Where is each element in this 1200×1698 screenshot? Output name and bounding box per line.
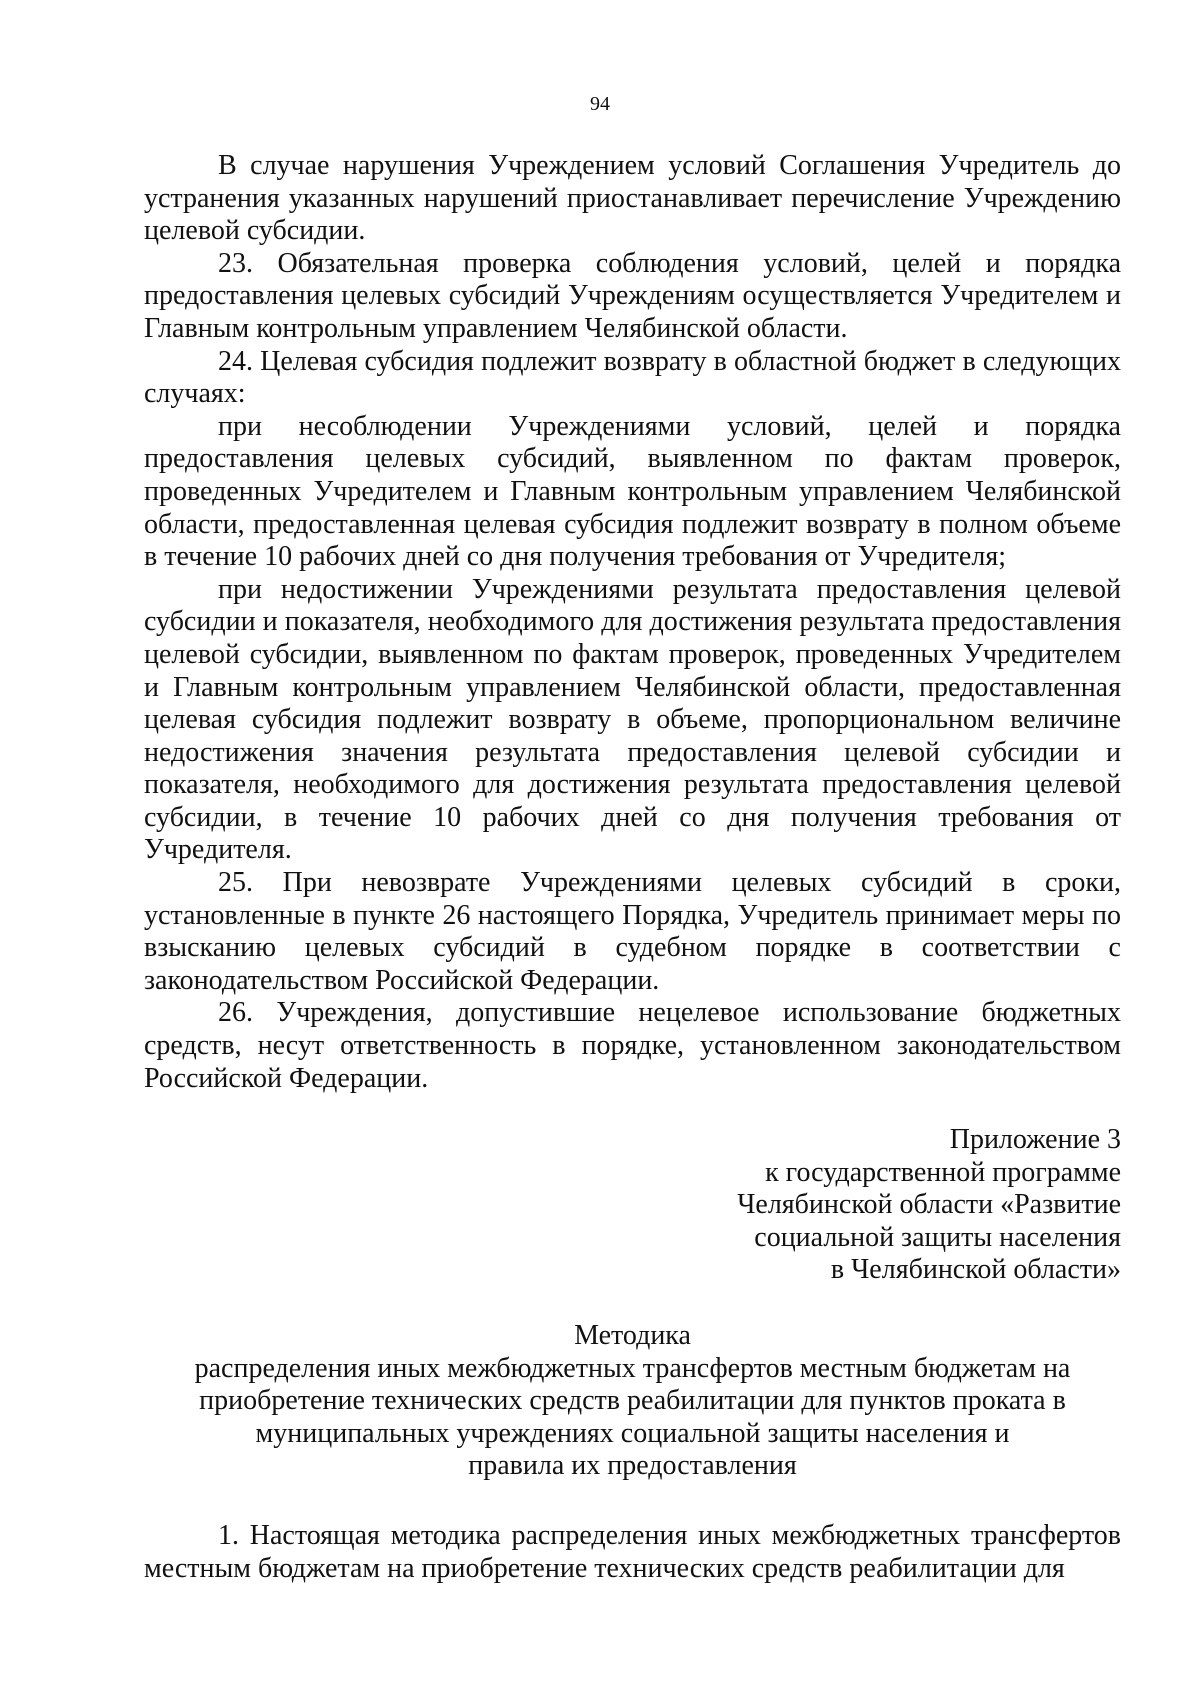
- methodology-subtitle-line: приобретение технических средств реабилитации для пунктов проката в: [199, 1385, 1066, 1417]
- methodology-subtitle-line: распределения иных межбюджетных трансфертов местным бюджетам на: [194, 1352, 1071, 1384]
- paragraph: В случае нарушения Учреждением условий Соглашения Учредитель до устранения указанных нарушений приостанавливает перечисление Учреждению целевой субсидии.: [144, 150, 1121, 247]
- paragraph: при недостижении Учреждениями результата предоставления целевой субсидии и показателя, необходимого для достижения результата предоставления целевой субсидии, выявленном по фактам проверок, проведенных Учредителем и Главным контрольным управлением Челябинской области, предоставленная целевая субсидия подлежит возврату в объеме, пропорциональном величине недостижения значения результата предоставления целевой субсидии и показателя, необходимого для достижения результата предоставления целевой субсидии, в течение 10 рабочих дней со дня получения требования от Учредителя.: [144, 573, 1121, 866]
- methodology-subtitle-line: муниципальных учреждениях социальной защиты населения и: [255, 1417, 1010, 1449]
- paragraph: 23. Обязательная проверка соблюдения условий, целей и порядка предоставления целевых субсидий Учреждениям осуществляется Учредителем и Главным контрольным управлением Челябинской области.: [144, 247, 1121, 344]
- appendix-line: в Челябинской области»: [830, 1254, 1121, 1286]
- appendix-line: социальной защиты населения: [754, 1221, 1121, 1253]
- appendix-line: Челябинской области «Развитие: [737, 1189, 1121, 1221]
- appendix-line: к государственной программе: [765, 1156, 1121, 1188]
- methodology-subtitle-line: правила их предоставления: [468, 1450, 797, 1482]
- methodology-heading: [144, 1320, 1121, 1483]
- appendix-line: Приложение 3: [949, 1124, 1121, 1155]
- appendix-header: [561, 1124, 1121, 1287]
- methodology-title: Методика: [574, 1320, 691, 1351]
- paragraph: 24. Целевая субсидия подлежит возврату в областной бюджет в следующих случаях:: [144, 345, 1121, 410]
- page-number: 94: [590, 93, 610, 115]
- paragraph: 25. При невозврате Учреждениями целевых субсидий в сроки, установленные в пункте 26 настоящего Порядка, Учредитель принимает меры по взысканию целевых субсидий в судебном порядке в соответствии с законодательством Российской Федерации.: [144, 867, 1121, 996]
- closing-section: [144, 1520, 1121, 1585]
- paragraph: 26. Учреждения, допустившие нецелевое использование бюджетных средств, несут ответственность в порядке, установленном законодательством Российской Федерации.: [144, 997, 1121, 1094]
- body-text: [144, 150, 1121, 1095]
- paragraph: при несоблюдении Учреждениями условий, целей и порядка предоставления целевых субсидий, выявленном по фактам проверок, проведенных Учредителем и Главным контрольным управлением Челябинской области, предоставленная целевая субсидия подлежит возврату в полном объеме в течение 10 рабочих дней со дня получения требования от Учредителя;: [144, 410, 1121, 573]
- closing-paragraph: 1. Настоящая методика распределения иных межбюджетных трансфертов местным бюджетам на приобретение технических средств реабилитации для: [144, 1520, 1121, 1584]
